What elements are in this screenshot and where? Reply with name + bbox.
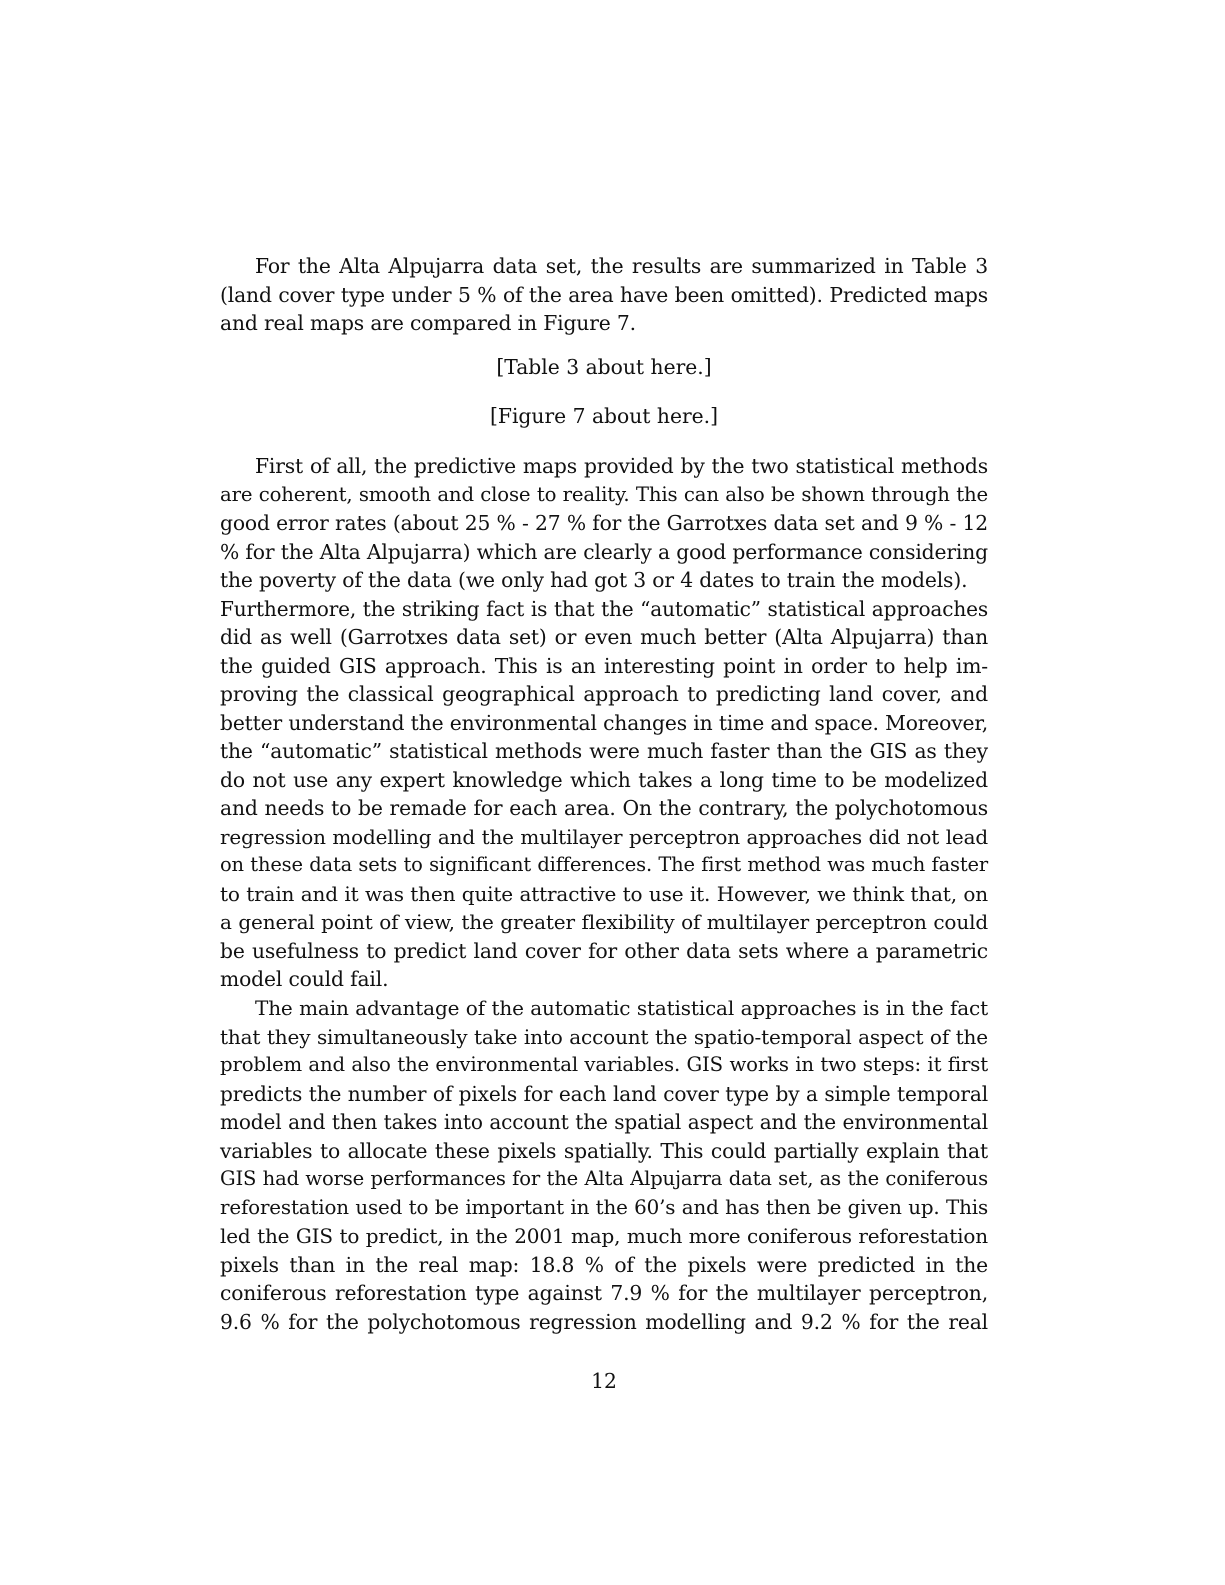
text-line: The main advantage of the automatic statistical approaches is in the fact <box>255 996 988 1020</box>
text-line: coniferous reforestation type against 7.9 % for the multilayer perceptron, <box>220 1281 988 1305</box>
text-line: GIS had worse performances for the Alta Alpujarra data set, as the coniferous <box>220 1167 988 1190</box>
text-line: problem and also the environmental variables. GIS works in two steps: it first <box>220 1053 988 1076</box>
text-line: % for the Alta Alpujarra) which are clearly a good performance considering <box>220 539 988 564</box>
text-line: good error rates (about 25 % - 27 % for the Garrotxes data set and 9 % - 12 <box>220 511 988 535</box>
text-line: and real maps are compared in Figure 7. <box>220 311 636 335</box>
text-line: model could fail. <box>220 967 389 991</box>
text-line: the guided GIS approach. This is an interesting point in order to help im- <box>220 653 988 678</box>
text-line: a general point of view, the greater flexibility of multilayer perceptron could <box>220 910 988 934</box>
paragraph-1 <box>220 252 988 338</box>
paragraph-2 <box>220 452 988 994</box>
table-placeholder: [Table 3 about here.] <box>496 355 712 379</box>
text-line: reforestation used to be important in the 60’s and has then be given up. This <box>220 1195 988 1219</box>
text-line: on these data sets to significant differences. The first method was much faster <box>220 853 988 876</box>
text-line: model and then takes into account the spatial aspect and the environmental <box>220 1110 988 1134</box>
figure-placeholder: [Figure 7 about here.] <box>489 404 719 428</box>
text-line: and needs to be remade for each area. On the contrary, the polychotomous <box>220 796 988 820</box>
text-line: the poverty of the data (we only had got 3 or 4 dates to train the models). <box>220 568 968 592</box>
text-line: better understand the environmental changes in time and space. Moreover, <box>220 710 988 735</box>
text-line: led the GIS to predict, in the 2001 map, much more coniferous reforestation <box>220 1224 988 1248</box>
text-line: regression modelling and the multilayer perceptron approaches did not lead <box>220 824 988 849</box>
text-line: predicts the number of pixels for each land cover type by a simple temporal <box>220 1081 988 1106</box>
text-line: pixels than in the real map: 18.8 % of the pixels were predicted in the <box>220 1252 988 1277</box>
text-line: 9.6 % for the polychotomous regression modelling and 9.2 % for the real <box>220 1309 988 1334</box>
text-line: the “automatic” statistical methods were much faster than the GIS as they <box>220 739 988 763</box>
text-line: Furthermore, the striking fact is that the “automatic” statistical approaches <box>220 596 988 621</box>
text-line: are coherent, smooth and close to reality. This can also be shown through the <box>220 482 988 506</box>
text-line: variables to allocate these pixels spatially. This could partially explain that <box>220 1138 988 1163</box>
text-line: be usefulness to predict land cover for other data sets where a parametric <box>220 938 988 963</box>
text-line: (land cover type under 5 % of the area have been omitted). Predicted maps <box>220 282 988 307</box>
page-number: 12 <box>591 1369 617 1393</box>
text-line: that they simultaneously take into account the spatio-temporal aspect of the <box>220 1024 988 1049</box>
text-line: First of all, the predictive maps provided by the two statistical methods <box>255 454 988 478</box>
text-line: proving the classical geographical approach to predicting land cover, and <box>220 682 988 706</box>
text-line: do not use any expert knowledge which takes a long time to be modelized <box>220 767 988 792</box>
paragraph-3 <box>220 994 988 1336</box>
text-line: For the Alta Alpujarra data set, the results are summarized in Table 3 <box>255 254 988 278</box>
text-line: to train and it was then quite attractive to use it. However, we think that, on <box>220 881 988 906</box>
text-line: did as well (Garrotxes data set) or even much better (Alta Alpujarra) than <box>220 625 988 649</box>
